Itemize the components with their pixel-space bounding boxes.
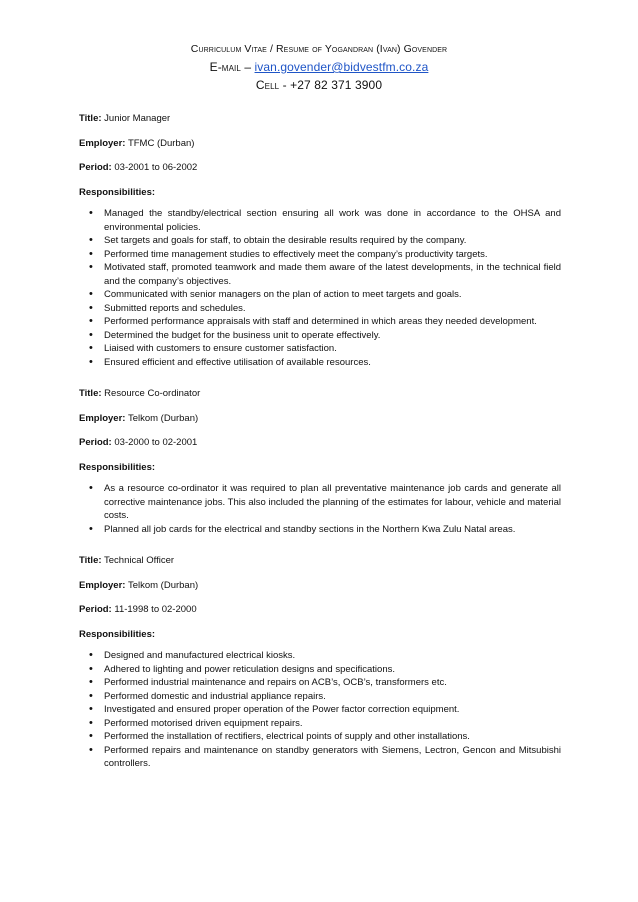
job-period: [79, 161, 561, 175]
list-item: • Performed the installation of rectifiers, electrical points of supply and other installations.: [79, 730, 561, 744]
list-item: • As a resource co-ordinator it was required to plan all preventative maintenance job cards and generate all corrective maintenance jobs. This also included the planning of the estimates for labour, vehicle and material costs.: [79, 482, 561, 523]
experience-section: [79, 112, 561, 789]
job-period: [79, 436, 561, 450]
job-title: [79, 554, 561, 568]
job-title: [79, 112, 561, 126]
list-item: • Ensured efficient and effective utilisation of available resources.: [79, 356, 561, 370]
job-title-label: Title:: [79, 113, 102, 124]
list-item: • Submitted reports and schedules.: [79, 302, 561, 316]
list-item: • Adhered to lighting and power reticulation designs and specifications.: [79, 663, 561, 677]
email-label: E-mail –: [209, 60, 255, 74]
list-item: • Performed repairs and maintenance on standby generators with Siemens, Lectron, Gencon and Mitsubishi controllers.: [79, 744, 561, 771]
job-title-value: Technical Officer: [104, 555, 175, 566]
job-period-value: 03-2000 to 02-2001: [114, 437, 198, 448]
job-title-value: Junior Manager: [104, 113, 171, 124]
job-period-value: 11-1998 to 02-2000: [114, 604, 197, 615]
responsibilities-label: Responsibilities:: [79, 461, 156, 473]
job-period-label: Period:: [79, 604, 112, 615]
job-entry: [79, 112, 561, 369]
job-title-label: Title:: [79, 388, 102, 399]
job-employer-value: Telkom (Durban): [127, 579, 199, 591]
resume-header: [0, 40, 638, 94]
resume-heading: Curriculum Vitae / Resume of Yogandran (Ivan) Govender: [190, 43, 448, 55]
job-employer-label: Employer:: [79, 137, 126, 149]
list-item: • Liaised with customers to ensure customer satisfaction.: [79, 342, 561, 356]
job-employer-value: Telkom (Durban): [127, 412, 199, 424]
list-item: • Performed industrial maintenance and repairs on ACB’s, OCB’s, transformers etc.: [79, 676, 561, 690]
responsibilities-list: [79, 482, 561, 536]
responsibilities-label: Responsibilities:: [79, 628, 156, 640]
job-entry: [79, 387, 561, 536]
list-item: • Planned all job cards for the electrical and standby sections in the Northern Kwa Zulu Natal areas.: [79, 523, 561, 537]
job-period-label: Period:: [79, 162, 112, 173]
responsibilities-heading: [79, 461, 561, 475]
list-item: • Managed the standby/electrical section ensuring all work was done in accordance to the OHSA and environmental policies.: [79, 207, 561, 234]
job-employer: [79, 412, 561, 426]
responsibilities-heading: [79, 186, 561, 200]
list-item: • Set targets and goals for staff, to obtain the desirable results required by the company.: [79, 234, 561, 248]
job-employer: [79, 579, 561, 593]
list-item: • Performed domestic and industrial appliance repairs.: [79, 690, 561, 704]
job-employer-label: Employer:: [79, 579, 126, 591]
cell-line: Cell - +27 82 371 3900: [255, 78, 383, 92]
list-item: • Motivated staff, promoted teamwork and made them aware of the latest developments, in the technical field and the company’s objectives.: [79, 261, 561, 288]
list-item: • Communicated with senior managers on the plan of action to meet targets and goals.: [79, 288, 561, 302]
list-item: • Performed time management studies to effectively meet the company’s productivity targets.: [79, 248, 561, 262]
list-item: • Investigated and ensured proper operation of the Power factor correction equipment.: [79, 703, 561, 717]
list-item: • Performed motorised driven equipment repairs.: [79, 717, 561, 731]
email-line: [0, 58, 638, 76]
job-entry: [79, 554, 561, 771]
job-title-label: Title:: [79, 555, 102, 566]
job-period-value: 03-2001 to 06-2002: [114, 162, 198, 173]
job-period: [79, 603, 561, 617]
job-employer-label: Employer:: [79, 412, 126, 424]
email-link[interactable]: ivan.govender@bidvestfm.co.za: [254, 60, 429, 74]
job-title: [79, 387, 561, 401]
job-title-value: Resource Co-ordinator: [104, 388, 201, 399]
job-period-label: Period:: [79, 437, 112, 448]
list-item: • Designed and manufactured electrical kiosks.: [79, 649, 561, 663]
responsibilities-list: [79, 207, 561, 369]
job-employer: [79, 137, 561, 151]
responsibilities-list: [79, 649, 561, 771]
list-item: • Performed performance appraisals with staff and determined in which areas they needed development.: [79, 315, 561, 329]
responsibilities-heading: [79, 628, 561, 642]
list-item: • Determined the budget for the business unit to operate effectively.: [79, 329, 561, 343]
responsibilities-label: Responsibilities:: [79, 186, 156, 198]
job-employer-value: TFMC (Durban): [127, 137, 195, 149]
